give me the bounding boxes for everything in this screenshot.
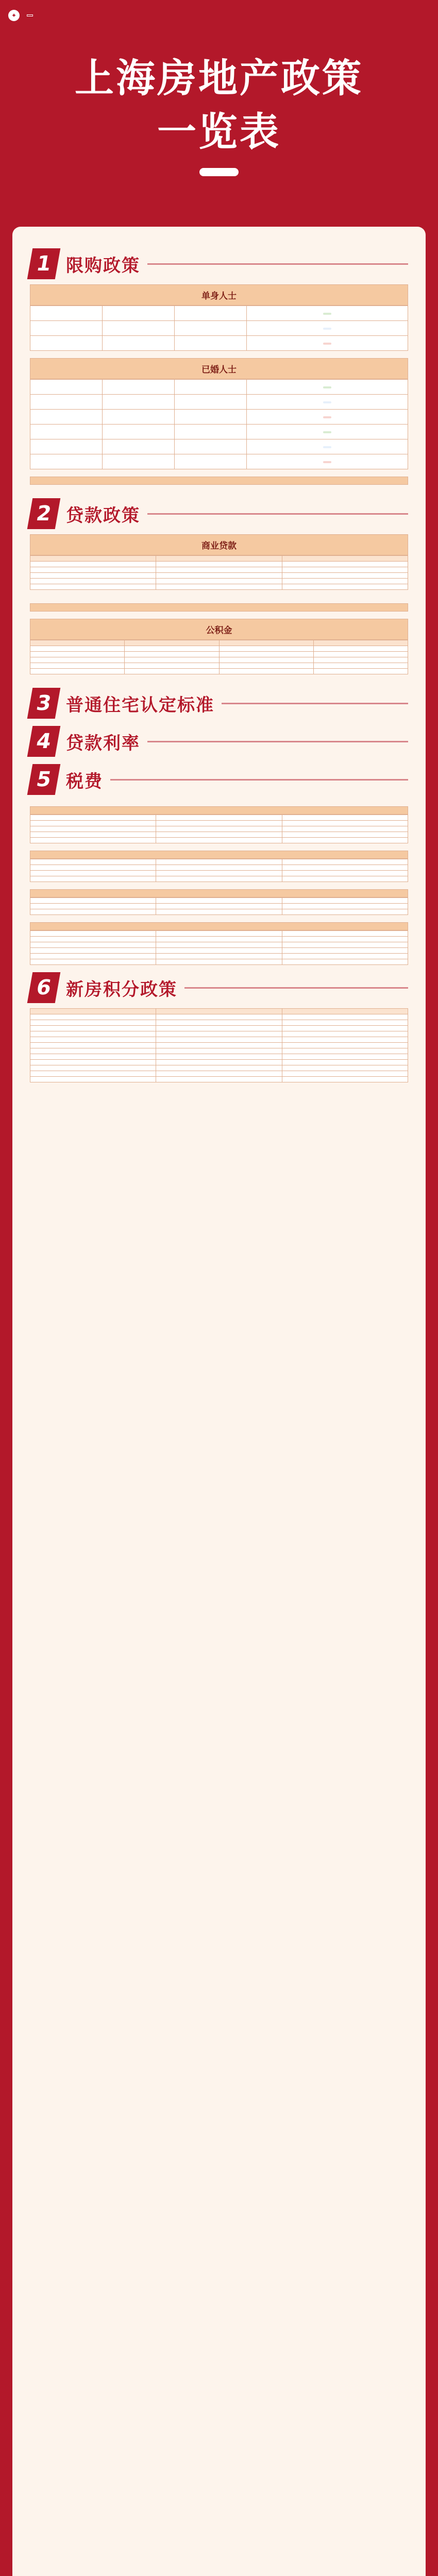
table-heading: 单身人士 — [30, 284, 408, 306]
table-heading — [30, 603, 408, 612]
table-cell — [103, 410, 175, 425]
section-title: 新房积分政策 — [66, 979, 177, 1000]
table-cell — [30, 859, 156, 865]
table-cell — [282, 931, 408, 937]
table-cell — [282, 876, 408, 882]
table-row — [30, 931, 408, 937]
table-cell — [247, 336, 408, 351]
table-cell — [30, 826, 156, 832]
table-cell — [103, 306, 175, 321]
table-cell — [282, 937, 408, 942]
table-cell — [30, 567, 156, 573]
table-cell — [156, 904, 282, 909]
table-cell — [103, 439, 175, 454]
table-cell — [30, 1054, 156, 1060]
table-cell — [156, 865, 282, 871]
section-divider — [147, 263, 408, 265]
table-cell — [247, 454, 408, 469]
status-tag — [323, 313, 331, 315]
section-title: 限购政策 — [66, 255, 140, 276]
page-title-line2: 一览表 — [157, 109, 281, 155]
column-header — [156, 1009, 282, 1014]
table-cell — [156, 1054, 282, 1060]
section-divider — [110, 779, 408, 781]
table-cell — [30, 410, 103, 425]
section-header-limit — [30, 248, 408, 279]
table-row — [30, 937, 408, 942]
table-cell — [30, 1043, 156, 1048]
brand-tag — [27, 14, 33, 16]
table-cell — [219, 652, 313, 657]
table-cell — [219, 657, 313, 663]
table-cell — [219, 663, 313, 669]
brand-logo-icon: ✦ — [8, 10, 20, 21]
table-cell — [30, 959, 156, 965]
table-heading — [30, 889, 408, 897]
table-cell — [313, 652, 408, 657]
table-cell — [282, 904, 408, 909]
table-cell — [282, 815, 408, 821]
vat-table — [30, 851, 408, 882]
table-cell — [30, 871, 156, 876]
table-cell — [30, 1031, 156, 1037]
section-title: 贷款政策 — [66, 505, 140, 526]
table-cell — [30, 395, 103, 410]
table-cell — [30, 663, 125, 669]
table-cell — [282, 562, 408, 567]
table-cell — [30, 573, 156, 579]
table-cell — [156, 909, 282, 915]
table-cell — [30, 454, 103, 469]
table-cell — [282, 1026, 408, 1031]
table — [30, 897, 408, 915]
table-cell — [282, 909, 408, 915]
section-divider — [147, 513, 408, 515]
date-pill — [199, 168, 239, 176]
table-cell — [103, 454, 175, 469]
table-cell — [103, 425, 175, 439]
limit-single-table — [30, 284, 408, 351]
table-row — [30, 954, 408, 959]
table — [30, 930, 408, 965]
section-number: 6 — [27, 972, 61, 1003]
status-tag — [323, 416, 331, 418]
table-cell — [156, 1031, 282, 1037]
table-cell — [156, 1020, 282, 1026]
table-row — [30, 838, 408, 843]
section-number: 2 — [27, 498, 61, 529]
table-cell — [156, 579, 282, 584]
table-cell — [282, 1071, 408, 1077]
table-cell — [30, 1020, 156, 1026]
table-cell — [156, 859, 282, 865]
table-row — [30, 815, 408, 821]
table-cell — [125, 669, 219, 674]
table-cell — [156, 1037, 282, 1043]
table-cell — [282, 1054, 408, 1060]
table-cell — [125, 657, 219, 663]
column-header — [313, 640, 408, 646]
table-row — [30, 1048, 408, 1054]
table-cell — [30, 865, 156, 871]
table-cell — [282, 959, 408, 965]
table — [30, 859, 408, 882]
table-cell — [247, 395, 408, 410]
table-row — [30, 1026, 408, 1031]
table-cell — [156, 821, 282, 826]
limit-married-table — [30, 358, 408, 469]
section-header-standard — [30, 688, 408, 719]
table-cell — [30, 1071, 156, 1077]
table-row — [30, 1014, 408, 1020]
section-number: 5 — [27, 764, 61, 795]
table — [30, 1008, 408, 1082]
section-divider — [184, 987, 408, 989]
table-heading: 已婚人士 — [30, 358, 408, 379]
content-card — [12, 227, 426, 2576]
table-cell — [282, 898, 408, 904]
table-heading — [30, 922, 408, 930]
table-cell — [125, 663, 219, 669]
table-cell — [156, 832, 282, 838]
table — [30, 640, 408, 674]
table-row — [30, 306, 408, 321]
table-cell — [125, 652, 219, 657]
column-header — [30, 1009, 156, 1014]
column-header — [30, 556, 156, 562]
table-cell — [247, 425, 408, 439]
table-cell — [282, 1031, 408, 1037]
table-cell — [175, 336, 247, 351]
table — [30, 815, 408, 843]
table-cell — [282, 826, 408, 832]
table-cell — [156, 898, 282, 904]
table-cell — [313, 669, 408, 674]
table-row — [30, 584, 408, 590]
table-cell — [30, 306, 103, 321]
table-cell — [175, 425, 247, 439]
table-row — [30, 336, 408, 351]
table-cell — [103, 321, 175, 336]
table-cell — [156, 931, 282, 937]
commercial-loan-table — [30, 534, 408, 596]
column-header — [30, 640, 125, 646]
table-cell — [30, 838, 156, 843]
table-cell — [282, 832, 408, 838]
table-cell — [103, 336, 175, 351]
table-heading — [30, 851, 408, 859]
note-text — [30, 590, 408, 596]
table-row — [30, 826, 408, 832]
section-title: 贷款利率 — [66, 733, 140, 754]
table — [30, 555, 408, 590]
table-cell — [219, 669, 313, 674]
points-table — [30, 1008, 408, 1082]
table-cell — [247, 380, 408, 395]
table-cell — [156, 562, 282, 567]
table-row — [30, 876, 408, 882]
table-row — [30, 439, 408, 454]
table-row — [30, 942, 408, 948]
table-row — [30, 1043, 408, 1048]
status-tag — [323, 386, 331, 388]
section-number: 4 — [27, 726, 61, 757]
table-cell — [247, 321, 408, 336]
table-row — [30, 821, 408, 826]
table-row — [30, 410, 408, 425]
table-cell — [30, 646, 125, 652]
column-header — [282, 1009, 408, 1014]
table-cell — [30, 937, 156, 942]
table-cell — [282, 838, 408, 843]
table-cell — [156, 826, 282, 832]
table-cell — [282, 954, 408, 959]
table-cell — [156, 959, 282, 965]
table-cell — [103, 380, 175, 395]
table-cell — [282, 948, 408, 954]
table-cell — [247, 306, 408, 321]
table-cell — [30, 931, 156, 937]
column-header — [125, 640, 219, 646]
table-cell — [30, 1065, 156, 1071]
tax-intro — [30, 800, 408, 806]
table-cell — [156, 1026, 282, 1031]
section-divider — [222, 703, 408, 704]
income-tax-table — [30, 922, 408, 965]
table-cell — [282, 1043, 408, 1048]
status-tag — [323, 431, 331, 433]
table-cell — [282, 567, 408, 573]
table-cell — [156, 584, 282, 590]
table-cell — [30, 1060, 156, 1065]
table-cell — [30, 832, 156, 838]
table-cell — [30, 1037, 156, 1043]
table-cell — [30, 584, 156, 590]
table-cell — [156, 815, 282, 821]
table-cell — [156, 1043, 282, 1048]
table-cell — [30, 942, 156, 948]
table-cell — [282, 942, 408, 948]
table-cell — [30, 898, 156, 904]
note-text — [30, 485, 408, 491]
table-row — [30, 1071, 408, 1077]
intro — [30, 227, 408, 241]
table-row — [30, 948, 408, 954]
table-cell — [30, 904, 156, 909]
table-cell — [175, 439, 247, 454]
table-cell — [282, 1065, 408, 1071]
section-title: 普通住宅认定标准 — [66, 694, 214, 716]
table-row — [30, 663, 408, 669]
table-cell — [175, 321, 247, 336]
table-cell — [30, 1026, 156, 1031]
table-cell — [156, 838, 282, 843]
table-row — [30, 1020, 408, 1026]
table-cell — [175, 306, 247, 321]
table-cell — [282, 1048, 408, 1054]
table-cell — [30, 579, 156, 584]
table-cell — [156, 1077, 282, 1082]
property-tax-table — [30, 889, 408, 915]
table-cell — [156, 876, 282, 882]
table-cell — [219, 646, 313, 652]
table-row — [30, 652, 408, 657]
table-cell — [156, 1048, 282, 1054]
table-cell — [156, 948, 282, 954]
table-cell — [247, 439, 408, 454]
section-header-loan — [30, 498, 408, 529]
section-header-rate — [30, 726, 408, 757]
column-header — [219, 640, 313, 646]
table-cell — [313, 646, 408, 652]
limit-note — [30, 477, 408, 491]
table-cell — [156, 942, 282, 948]
table-cell — [282, 573, 408, 579]
table-cell — [30, 439, 103, 454]
page-title — [0, 52, 438, 159]
table-cell — [30, 954, 156, 959]
column-header — [156, 556, 282, 562]
table-cell — [30, 815, 156, 821]
table-heading — [30, 477, 408, 485]
table-row — [30, 646, 408, 652]
table-cell — [156, 567, 282, 573]
status-tag — [323, 446, 331, 448]
table-row — [30, 573, 408, 579]
table-row — [30, 865, 408, 871]
top-bar — [0, 0, 438, 31]
table — [30, 306, 408, 351]
table — [30, 379, 408, 469]
note-text — [30, 674, 408, 681]
table-cell — [282, 865, 408, 871]
table-row — [30, 321, 408, 336]
table-cell — [156, 954, 282, 959]
table-cell — [156, 1014, 282, 1020]
table-cell — [30, 425, 103, 439]
table-row — [30, 562, 408, 567]
section-number: 1 — [27, 248, 61, 279]
table-row — [30, 898, 408, 904]
table-cell — [156, 871, 282, 876]
table-cell — [30, 336, 103, 351]
table-heading — [30, 806, 408, 815]
table-cell — [30, 909, 156, 915]
table-cell — [156, 937, 282, 942]
table-row — [30, 567, 408, 573]
status-tag — [323, 328, 331, 330]
table-cell — [175, 410, 247, 425]
column-header — [282, 556, 408, 562]
section-title: 税费 — [66, 771, 103, 792]
table-cell — [30, 1048, 156, 1054]
table-cell — [313, 657, 408, 663]
table-cell — [175, 380, 247, 395]
table-cell — [282, 579, 408, 584]
table-cell — [282, 821, 408, 826]
table-cell — [282, 1060, 408, 1065]
table-row — [30, 1031, 408, 1037]
table-row — [30, 1037, 408, 1043]
table-cell — [30, 1014, 156, 1020]
table-heading: 公积金 — [30, 619, 408, 640]
table-row — [30, 1060, 408, 1065]
fund-loan-table — [30, 619, 408, 681]
section-header-tax — [30, 764, 408, 795]
table-cell — [30, 380, 103, 395]
status-tag — [323, 343, 331, 345]
table-cell — [282, 1037, 408, 1043]
table-row — [30, 959, 408, 965]
table-row — [30, 832, 408, 838]
table-cell — [30, 669, 125, 674]
table-row — [30, 1077, 408, 1082]
section-header-points — [30, 972, 408, 1003]
deed-tax-table — [30, 806, 408, 843]
table-row — [30, 909, 408, 915]
table-row — [30, 1054, 408, 1060]
table-cell — [156, 1060, 282, 1065]
table-cell — [30, 562, 156, 567]
table-cell — [175, 395, 247, 410]
table-row — [30, 859, 408, 865]
table-cell — [156, 1071, 282, 1077]
table-cell — [30, 657, 125, 663]
table-cell — [282, 1014, 408, 1020]
table-cell — [282, 871, 408, 876]
table-cell — [282, 859, 408, 865]
table-row — [30, 904, 408, 909]
table-heading: 商业贷款 — [30, 534, 408, 555]
table-cell — [125, 646, 219, 652]
table-row — [30, 669, 408, 674]
table-row — [30, 454, 408, 469]
new-policy-note — [30, 603, 408, 612]
table-cell — [103, 395, 175, 410]
section-divider — [147, 741, 408, 742]
section-number: 3 — [27, 688, 61, 719]
table-row — [30, 1065, 408, 1071]
table-cell — [30, 821, 156, 826]
table-row — [30, 395, 408, 410]
table-cell — [282, 584, 408, 590]
table-cell — [156, 1065, 282, 1071]
status-tag — [323, 461, 331, 463]
table-cell — [282, 1020, 408, 1026]
table-row — [30, 579, 408, 584]
table-row — [30, 657, 408, 663]
hero — [0, 31, 438, 227]
table-cell — [30, 321, 103, 336]
table-row — [30, 380, 408, 395]
table-cell — [30, 652, 125, 657]
table-cell — [247, 410, 408, 425]
table-cell — [175, 454, 247, 469]
page-title-line1: 上海房地产政策 — [75, 55, 363, 101]
table-row — [30, 871, 408, 876]
table-row — [30, 425, 408, 439]
table-cell — [30, 876, 156, 882]
table-cell — [282, 1077, 408, 1082]
table-cell — [313, 663, 408, 669]
table-cell — [156, 573, 282, 579]
table-cell — [30, 948, 156, 954]
status-tag — [323, 401, 331, 403]
table-cell — [30, 1077, 156, 1082]
